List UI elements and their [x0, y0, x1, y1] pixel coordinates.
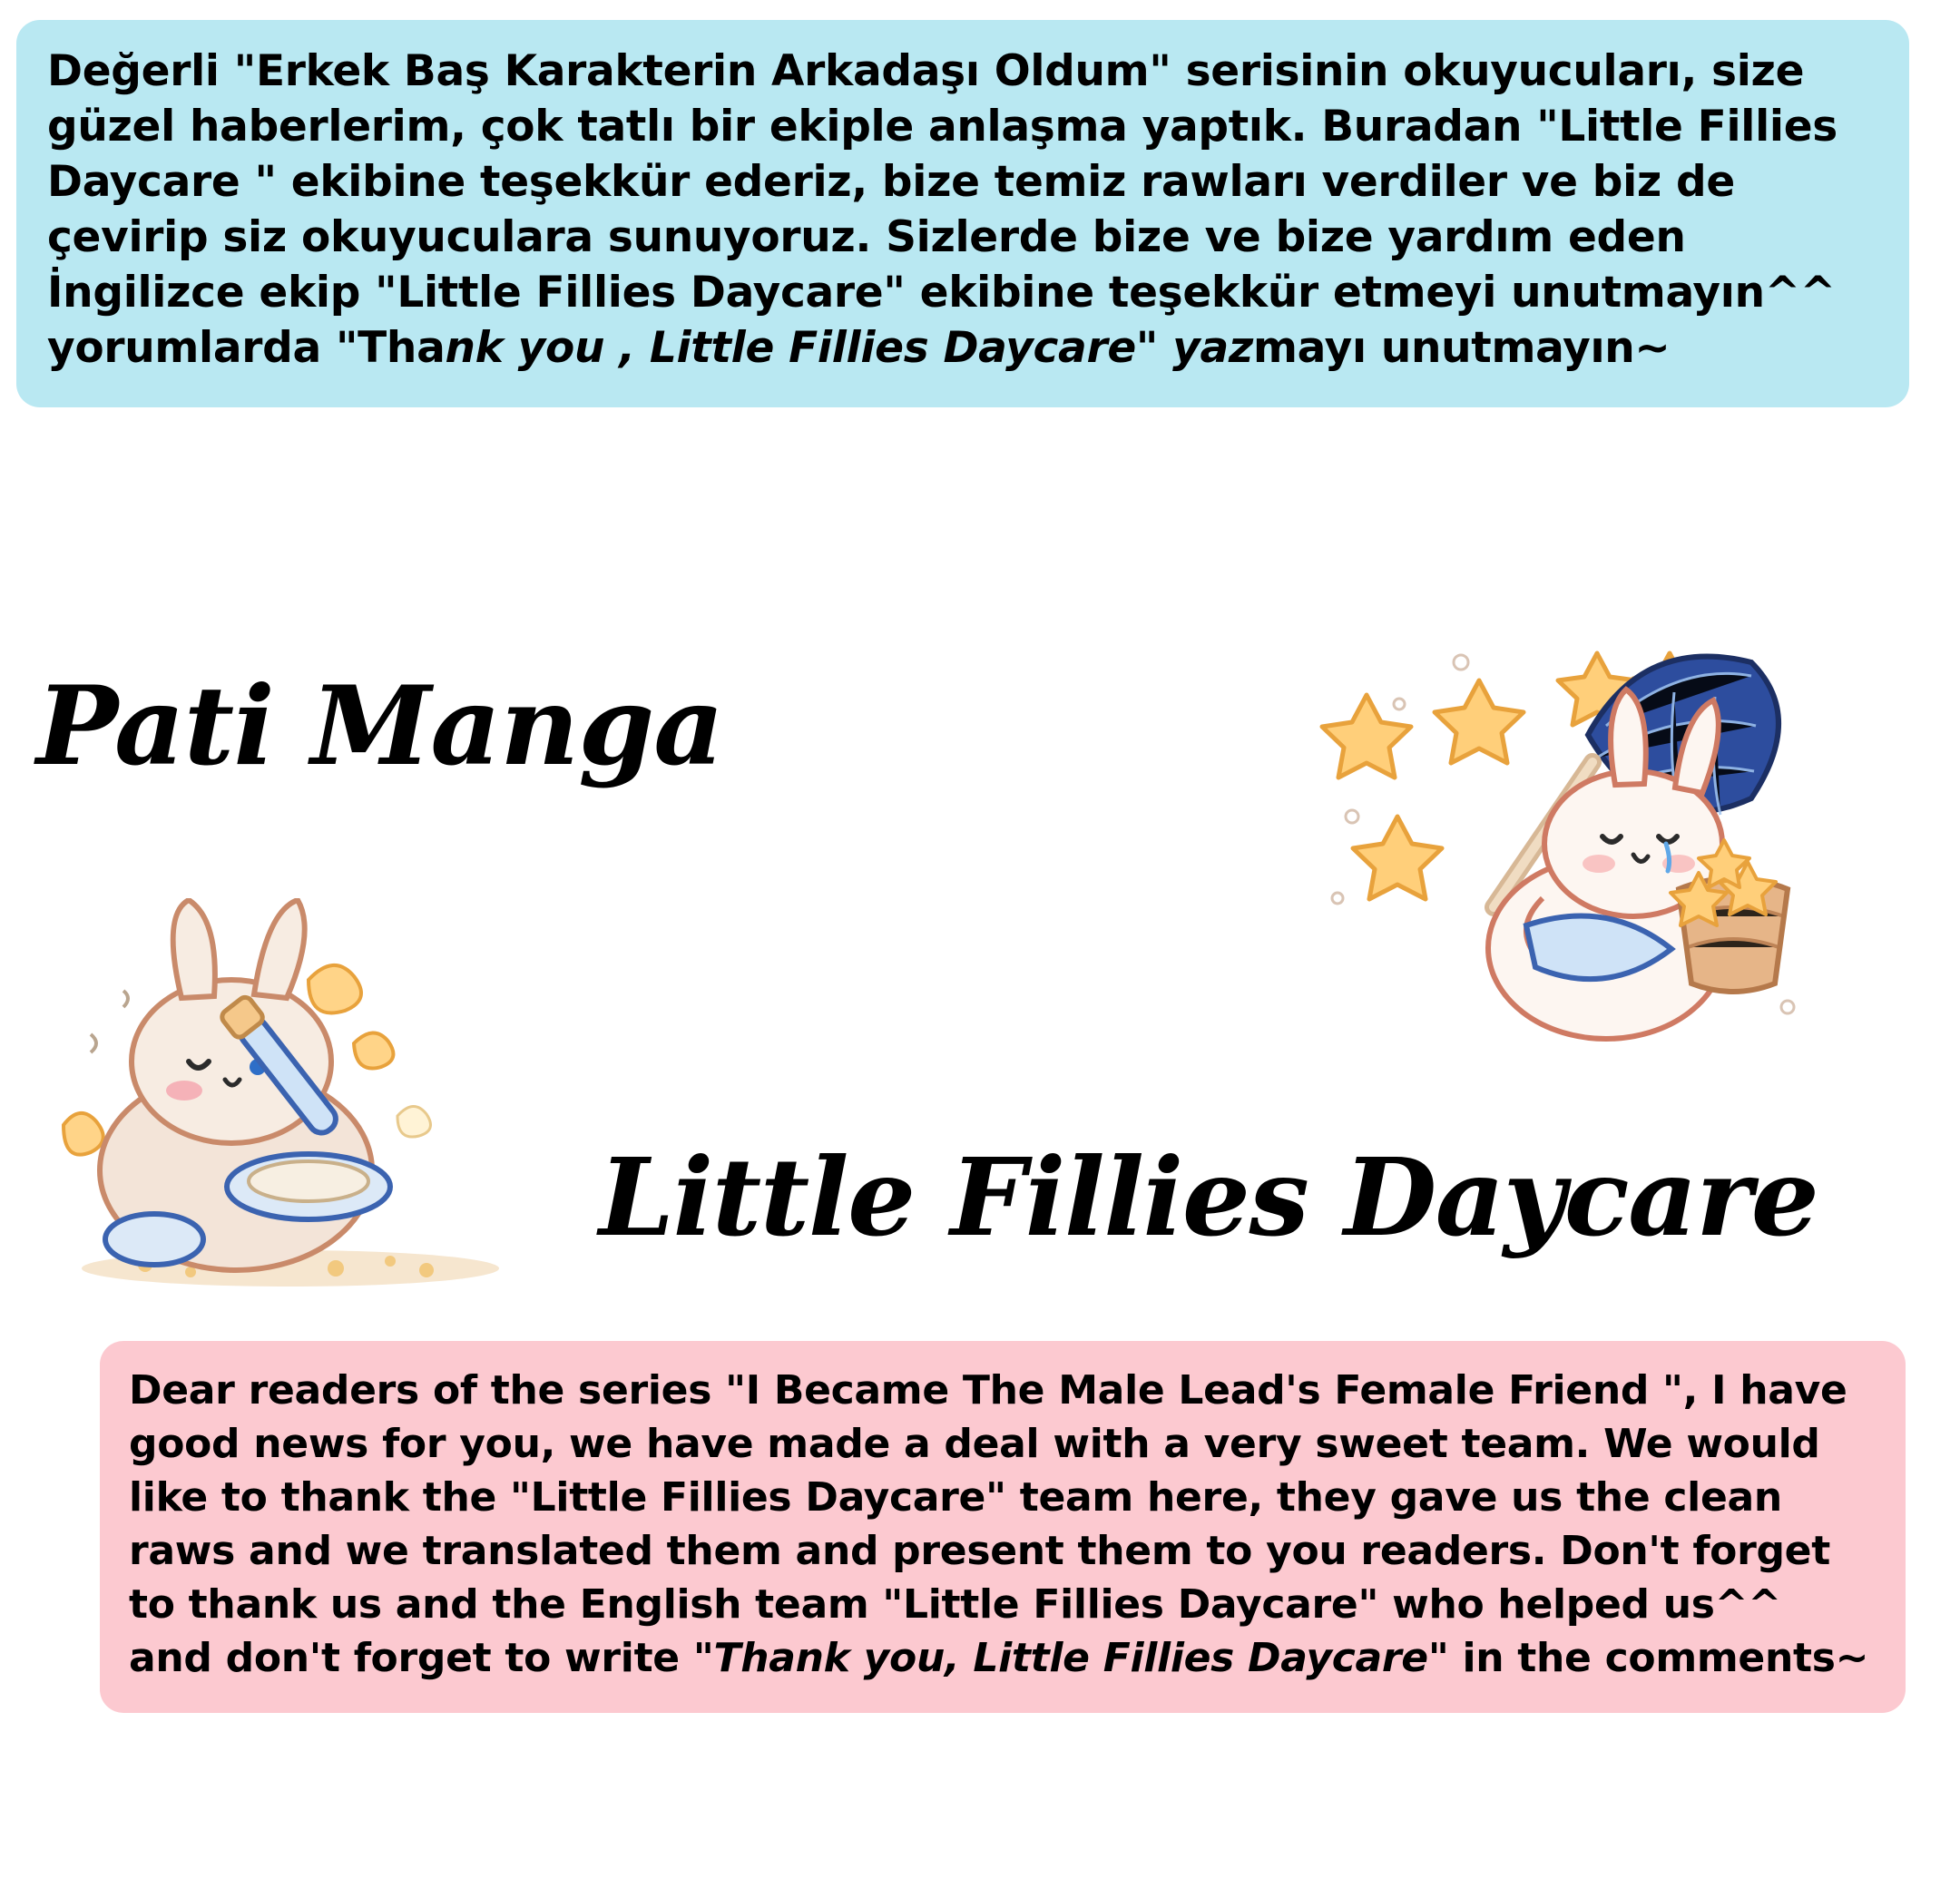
english-text-part-2: "Thank you, Little Fillies Daycare" [692, 1634, 1449, 1681]
little-fillies-daycare-wordmark: Little Fillies Daycare [599, 1134, 1818, 1260]
turkish-text-part-3: mayı unutmayın~ [1252, 323, 1671, 374]
pati-manga-wordmark: Pati Manga [36, 662, 724, 790]
bunny-painting-illustration [36, 898, 544, 1297]
bunny-with-star-net-illustration [1316, 626, 1878, 1098]
turkish-text-part-1: Değerli "Erkek Baş Karakterin Arkadaşı Oldum" serisinin okuyucuları, size güzel haberlerim, çok tatlı bir ekiple anlaşma yaptık. Buradan "Little Fillies Daycare " ekibine teşekkür ederiz, bize temiz rawları verdiler ve biz de çevirip siz okuyuculara sunuyoruz. Sizlerde bize ve bize yardım eden İngilizce ekip "Little Fillies Daycare" ekibine teşekkür etmeyi unutmayın^^ yorumlarda "Tha [47, 46, 1838, 374]
turkish-announcement-text [47, 44, 1878, 377]
turkish-announcement-box [16, 20, 1909, 407]
english-text-part-3: in the comments~ [1448, 1634, 1869, 1681]
turkish-text-part-2: nk you , Little Fillies Daycare" yaz [445, 323, 1253, 374]
english-announcement-text [129, 1365, 1877, 1686]
english-announcement-box [100, 1341, 1906, 1713]
english-text-part-1: Dear readers of the series "I Became The Male Lead's Female Friend ", I have good news for you, we have made a deal with a very sweet team. We would like to thank the "Little Fillies Daycare" team here, they gave us the clean raws and we translated them and present them to you readers. Don't forget to thank us and the English team "Little Fillies Daycare" who helped us^^ and don't forget to write [129, 1367, 1847, 1681]
